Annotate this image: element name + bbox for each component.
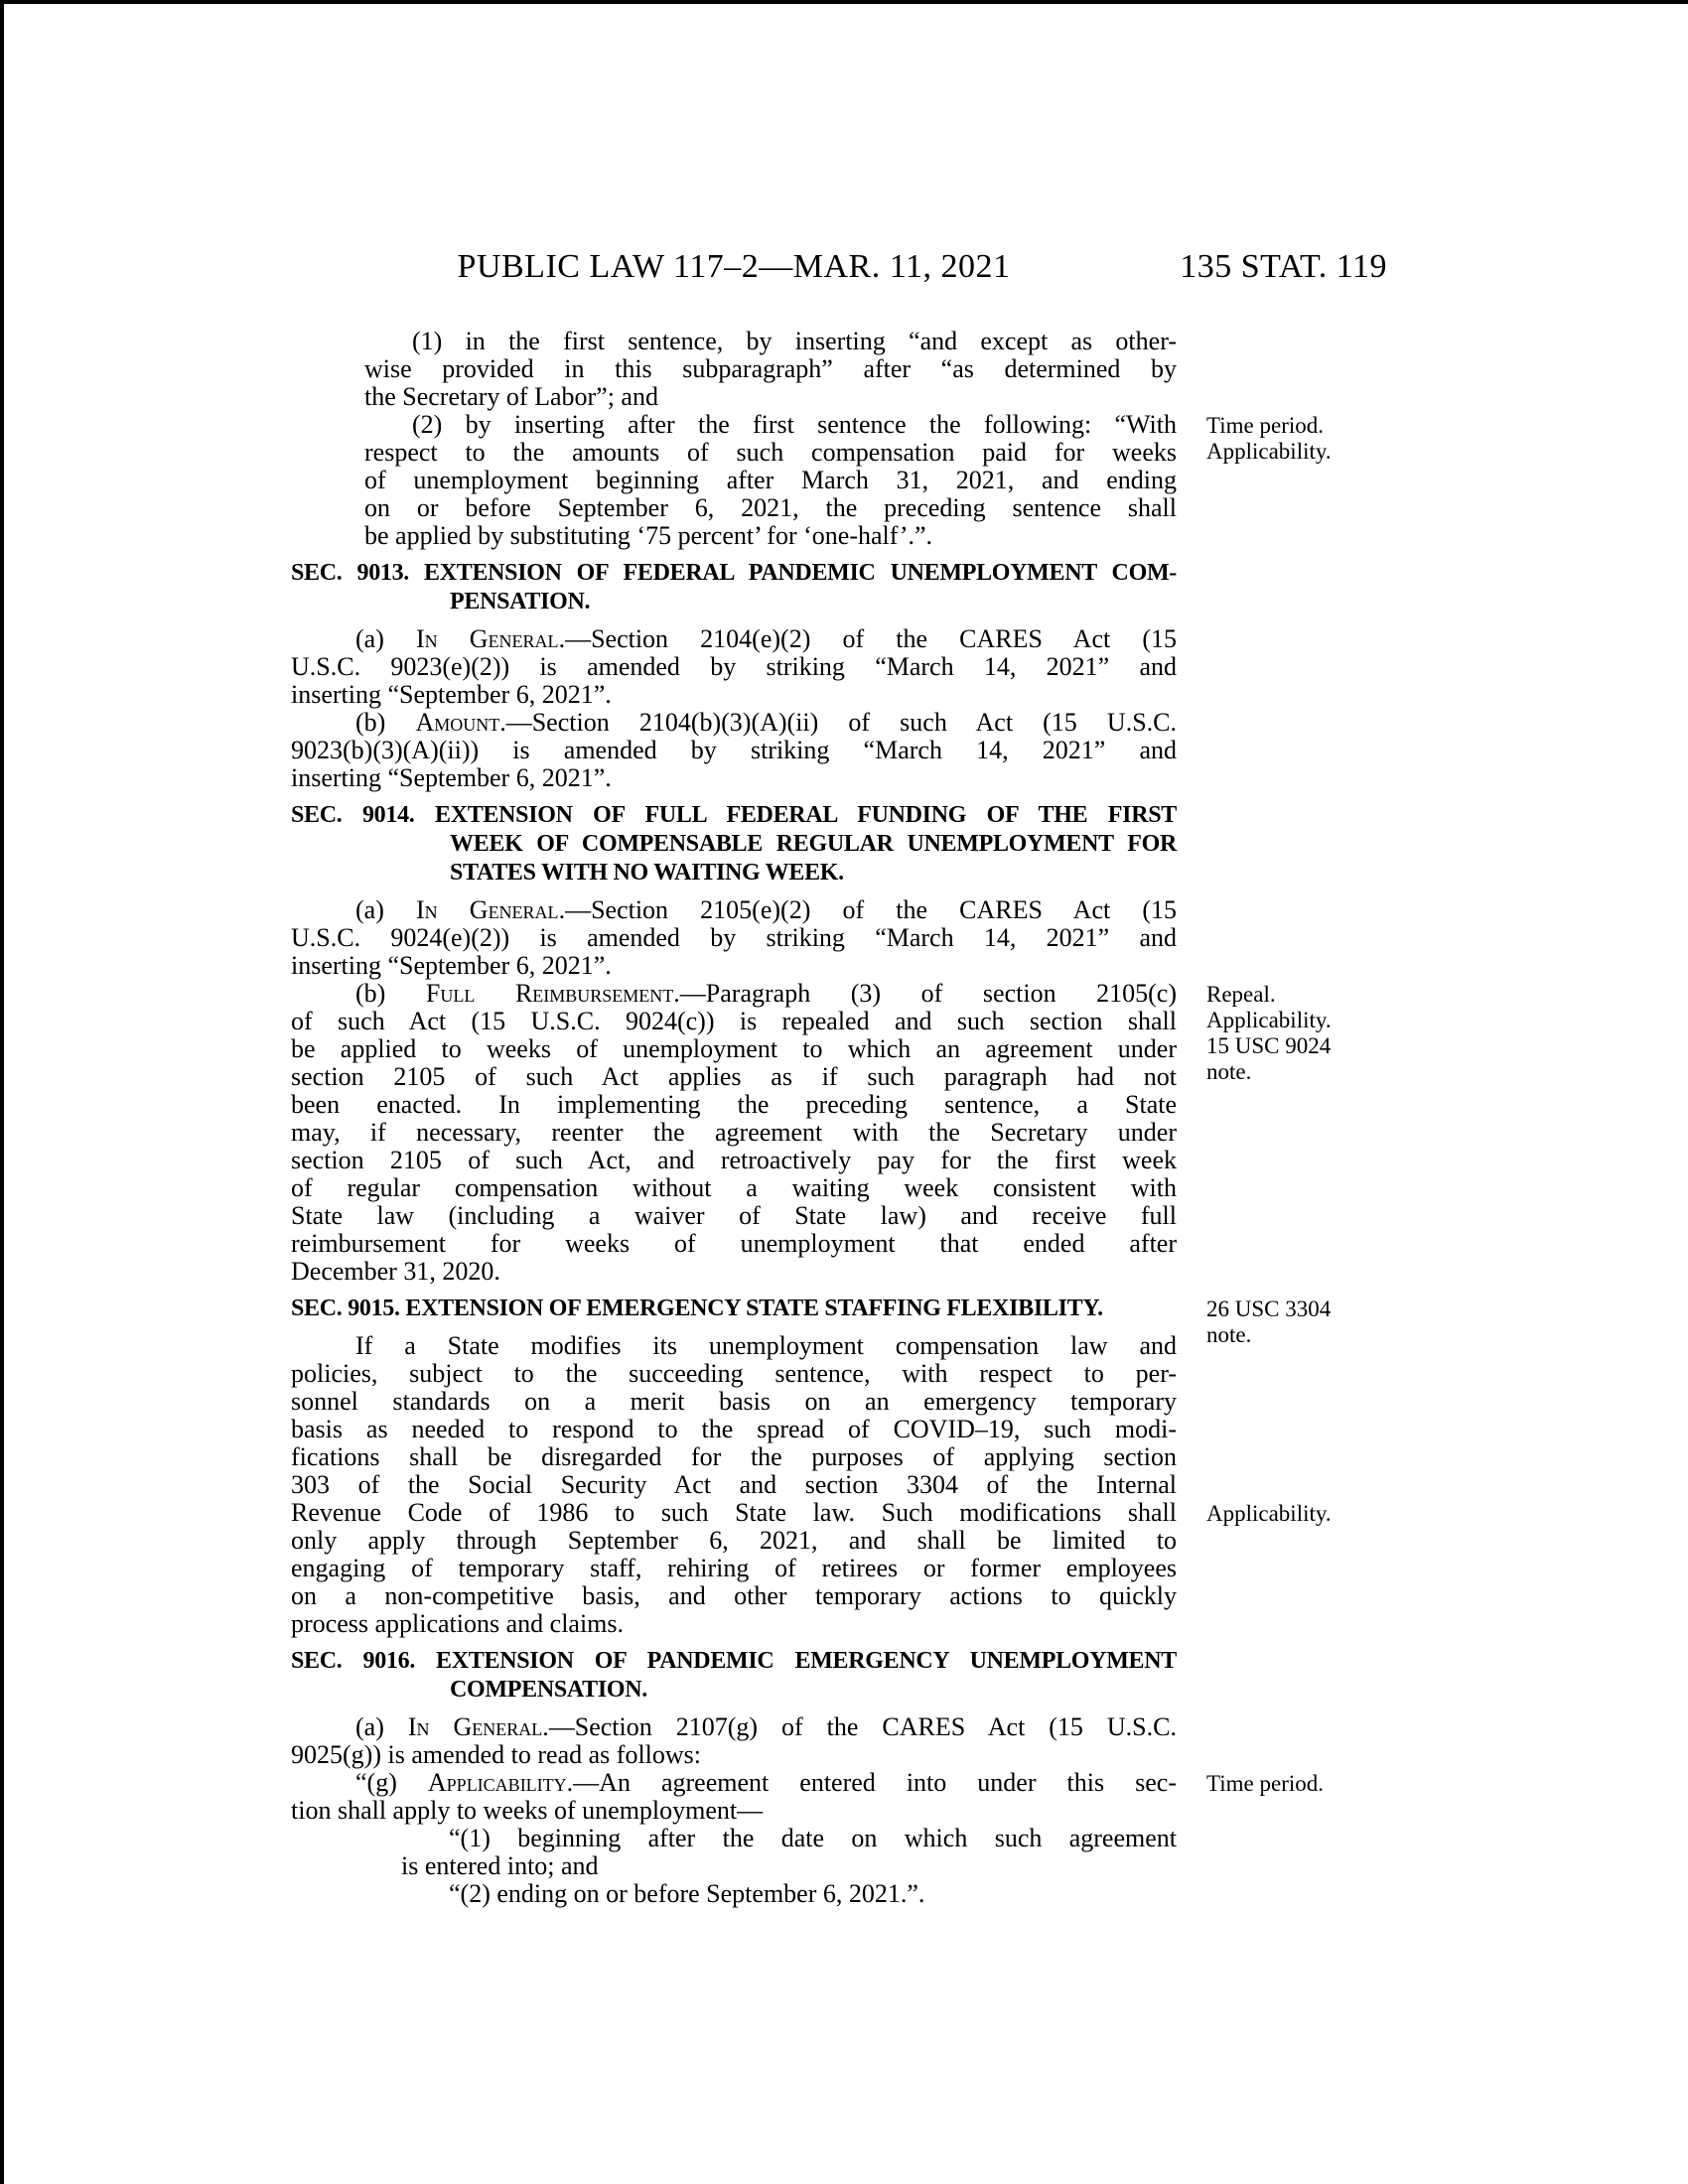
text-line: be applied to weeks of unemployment to which an agreement under	[291, 1034, 1177, 1063]
text-line	[291, 1769, 1177, 1797]
document-body	[291, 328, 1177, 1908]
text-line: reimbursement for weeks of unemployment that ended after	[291, 1229, 1177, 1258]
section-heading	[291, 559, 1177, 616]
paragraph	[291, 980, 1177, 1286]
section-heading	[291, 801, 1177, 887]
header-stat-page-number: 135 STAT. 119	[1180, 248, 1387, 285]
margin-note-line: Repeal.	[1206, 982, 1276, 1007]
small-caps-run: In General	[416, 624, 559, 653]
text-run: (a)	[355, 1712, 408, 1741]
paragraph	[291, 1713, 1177, 1769]
paragraph	[291, 709, 1177, 792]
text-line: of such Act (15 U.S.C. 9024(c)) is repealed and such section shall	[291, 1007, 1177, 1035]
text-line: wise provided in this subparagraph” after “as determined by	[364, 354, 1177, 383]
text-run: .—Section 2104(b)(3)(A)(ii) of such Act (15 U.S.C.	[499, 708, 1177, 737]
section-heading	[291, 1295, 1177, 1323]
small-caps-run: Amount	[415, 708, 500, 737]
margin-note-line: note.	[1206, 1059, 1252, 1084]
text-line: section 2105 of such Act, and retroactively pay for the first week	[291, 1146, 1177, 1174]
text-line: Revenue Code of 1986 to such State law. Such modifications shall	[291, 1498, 1177, 1527]
text-run: .—Section 2104(e)(2) of the CARES Act (15	[558, 624, 1177, 653]
text-line: process applications and claims.	[291, 1609, 625, 1638]
margin-note-line: Applicability.	[1206, 1501, 1332, 1526]
text-line: 9023(b)(3)(A)(ii)) is amended by striking “March 14, 2021” and	[291, 736, 1177, 764]
margin-note-line: 26 USC 3304	[1206, 1297, 1332, 1321]
scan-edge-top	[0, 0, 1688, 4]
text-line: “(1) beginning after the date on which such agreement	[449, 1824, 1177, 1852]
paragraph	[291, 625, 1177, 709]
text-line	[291, 896, 1177, 924]
text-line: of unemployment beginning after March 31, 2021, and ending	[364, 466, 1177, 494]
text-line: SEC. 9016. EXTENSION OF PANDEMIC EMERGENCY UNEMPLOYMENT	[291, 1648, 1177, 1674]
margin-note-line: Time period.	[1206, 1771, 1324, 1796]
paragraph	[291, 1769, 1177, 1825]
text-line: basis as needed to respond to the spread of COVID–19, such modi-	[291, 1415, 1177, 1443]
paragraph	[401, 1825, 1177, 1880]
text-run: (b)	[355, 708, 416, 737]
text-line: U.S.C. 9024(e)(2)) is amended by striking “March 14, 2021” and	[291, 923, 1177, 952]
small-caps-run: In General	[416, 895, 559, 924]
text-line: (1) in the first sentence, by inserting “and except as other-	[412, 327, 1177, 355]
section-heading	[291, 1647, 1177, 1705]
margin-note	[1206, 1297, 1395, 1348]
text-line: sonnel standards on a merit basis on an emergency temporary	[291, 1387, 1177, 1416]
text-line: SEC. 9014. EXTENSION OF FULL FEDERAL FUNDING OF THE FIRST	[291, 802, 1177, 828]
text-line: been enacted. In implementing the preceding sentence, a State	[291, 1090, 1177, 1119]
text-line: be applied by substituting ‘75 percent’ for ‘one-half’.”.	[364, 521, 933, 550]
text-line	[291, 709, 1177, 737]
small-caps-run: In General	[407, 1712, 543, 1741]
text-line: engaging of temporary staff, rehiring of retirees or former employees	[291, 1554, 1177, 1582]
text-line: the Secretary of Labor”; and	[364, 382, 658, 411]
text-line: is entered into; and	[401, 1851, 599, 1880]
text-line: inserting “September 6, 2021”.	[291, 763, 612, 792]
margin-note-line: 15 USC 9024	[1206, 1033, 1332, 1058]
text-line: SEC. 9015. EXTENSION OF EMERGENCY STATE STAFFING FLEXIBILITY.	[291, 1296, 1103, 1321]
header-title: PUBLIC LAW 117–2—MAR. 11, 2021	[457, 248, 1011, 285]
text-line: policies, subject to the succeeding sentence, with respect to per-	[291, 1359, 1177, 1388]
text-line: PENSATION.	[450, 589, 591, 614]
text-line: U.S.C. 9023(e)(2)) is amended by striking “March 14, 2021” and	[291, 652, 1177, 681]
text-line: If a State modifies its unemployment compensation law and	[355, 1331, 1177, 1360]
text-line	[291, 980, 1177, 1008]
paragraph	[291, 896, 1177, 980]
margin-note-line: Time period.	[1206, 413, 1324, 438]
text-line: of regular compensation without a waiting week consistent with	[291, 1173, 1177, 1202]
text-line: respect to the amounts of such compensation paid for weeks	[364, 438, 1177, 467]
text-line: SEC. 9013. EXTENSION OF FEDERAL PANDEMIC UNEMPLOYMENT COM-	[291, 560, 1177, 586]
text-line: inserting “September 6, 2021”.	[291, 680, 612, 709]
paragraph	[401, 1880, 1177, 1908]
text-run: (a)	[355, 895, 416, 924]
text-line: section 2105 of such Act applies as if such paragraph had not	[291, 1062, 1177, 1091]
paragraph	[364, 328, 1177, 411]
running-header	[291, 248, 1387, 288]
text-run: “(g)	[355, 1768, 428, 1797]
text-run: (b)	[355, 979, 426, 1008]
text-line	[291, 1713, 1177, 1741]
text-run: (a)	[355, 624, 416, 653]
text-line: “(2) ending on or before September 6, 2021.”.	[449, 1879, 925, 1908]
text-line: State law (including a waiver of State law) and receive full	[291, 1201, 1177, 1230]
text-line: inserting “September 6, 2021”.	[291, 951, 612, 980]
text-line: 303 of the Social Security Act and section 3304 of the Internal	[291, 1470, 1177, 1499]
text-line: 9025(g)) is amended to read as follows:	[291, 1740, 702, 1769]
small-caps-run: Full Reimbursement	[425, 979, 674, 1008]
text-line	[291, 625, 1177, 653]
scan-edge-left	[0, 0, 4, 2184]
paragraph	[364, 411, 1177, 550]
text-line: on a non-competitive basis, and other temporary actions to quickly	[291, 1581, 1177, 1610]
text-line: STATES WITH NO WAITING WEEK.	[450, 860, 844, 886]
text-run: .—An agreement entered into under this sec-	[566, 1768, 1177, 1797]
margin-note-line: note.	[1206, 1322, 1252, 1347]
text-run: .—Section 2105(e)(2) of the CARES Act (15	[558, 895, 1177, 924]
margin-note	[1206, 1771, 1395, 1797]
margin-note-line: Applicability.	[1206, 439, 1332, 464]
text-line: WEEK OF COMPENSABLE REGULAR UNEMPLOYMENT FOR	[450, 831, 1177, 857]
text-line: fications shall be disregarded for the purposes of applying section	[291, 1442, 1177, 1471]
small-caps-run: Applicability	[427, 1768, 567, 1797]
text-line: COMPENSATION.	[450, 1677, 647, 1703]
margin-note	[1206, 413, 1395, 465]
text-line: only apply through September 6, 2021, and shall be limited to	[291, 1526, 1177, 1555]
margin-note	[1206, 982, 1395, 1085]
text-line: December 31, 2020.	[291, 1257, 500, 1286]
margin-note	[1206, 1501, 1395, 1527]
text-line: on or before September 6, 2021, the preceding sentence shall	[364, 493, 1177, 522]
text-line: (2) by inserting after the first sentence the following: “With	[412, 410, 1177, 439]
paragraph	[291, 1332, 1177, 1638]
margin-note-line: Applicability.	[1206, 1008, 1332, 1032]
text-line: may, if necessary, reenter the agreement with the Secretary under	[291, 1118, 1177, 1147]
text-run: .—Paragraph (3) of section 2105(c)	[673, 979, 1178, 1008]
text-run: .—Section 2107(g) of the CARES Act (15 U.S.C.	[542, 1712, 1177, 1741]
text-line: tion shall apply to weeks of unemployment—	[291, 1796, 764, 1825]
